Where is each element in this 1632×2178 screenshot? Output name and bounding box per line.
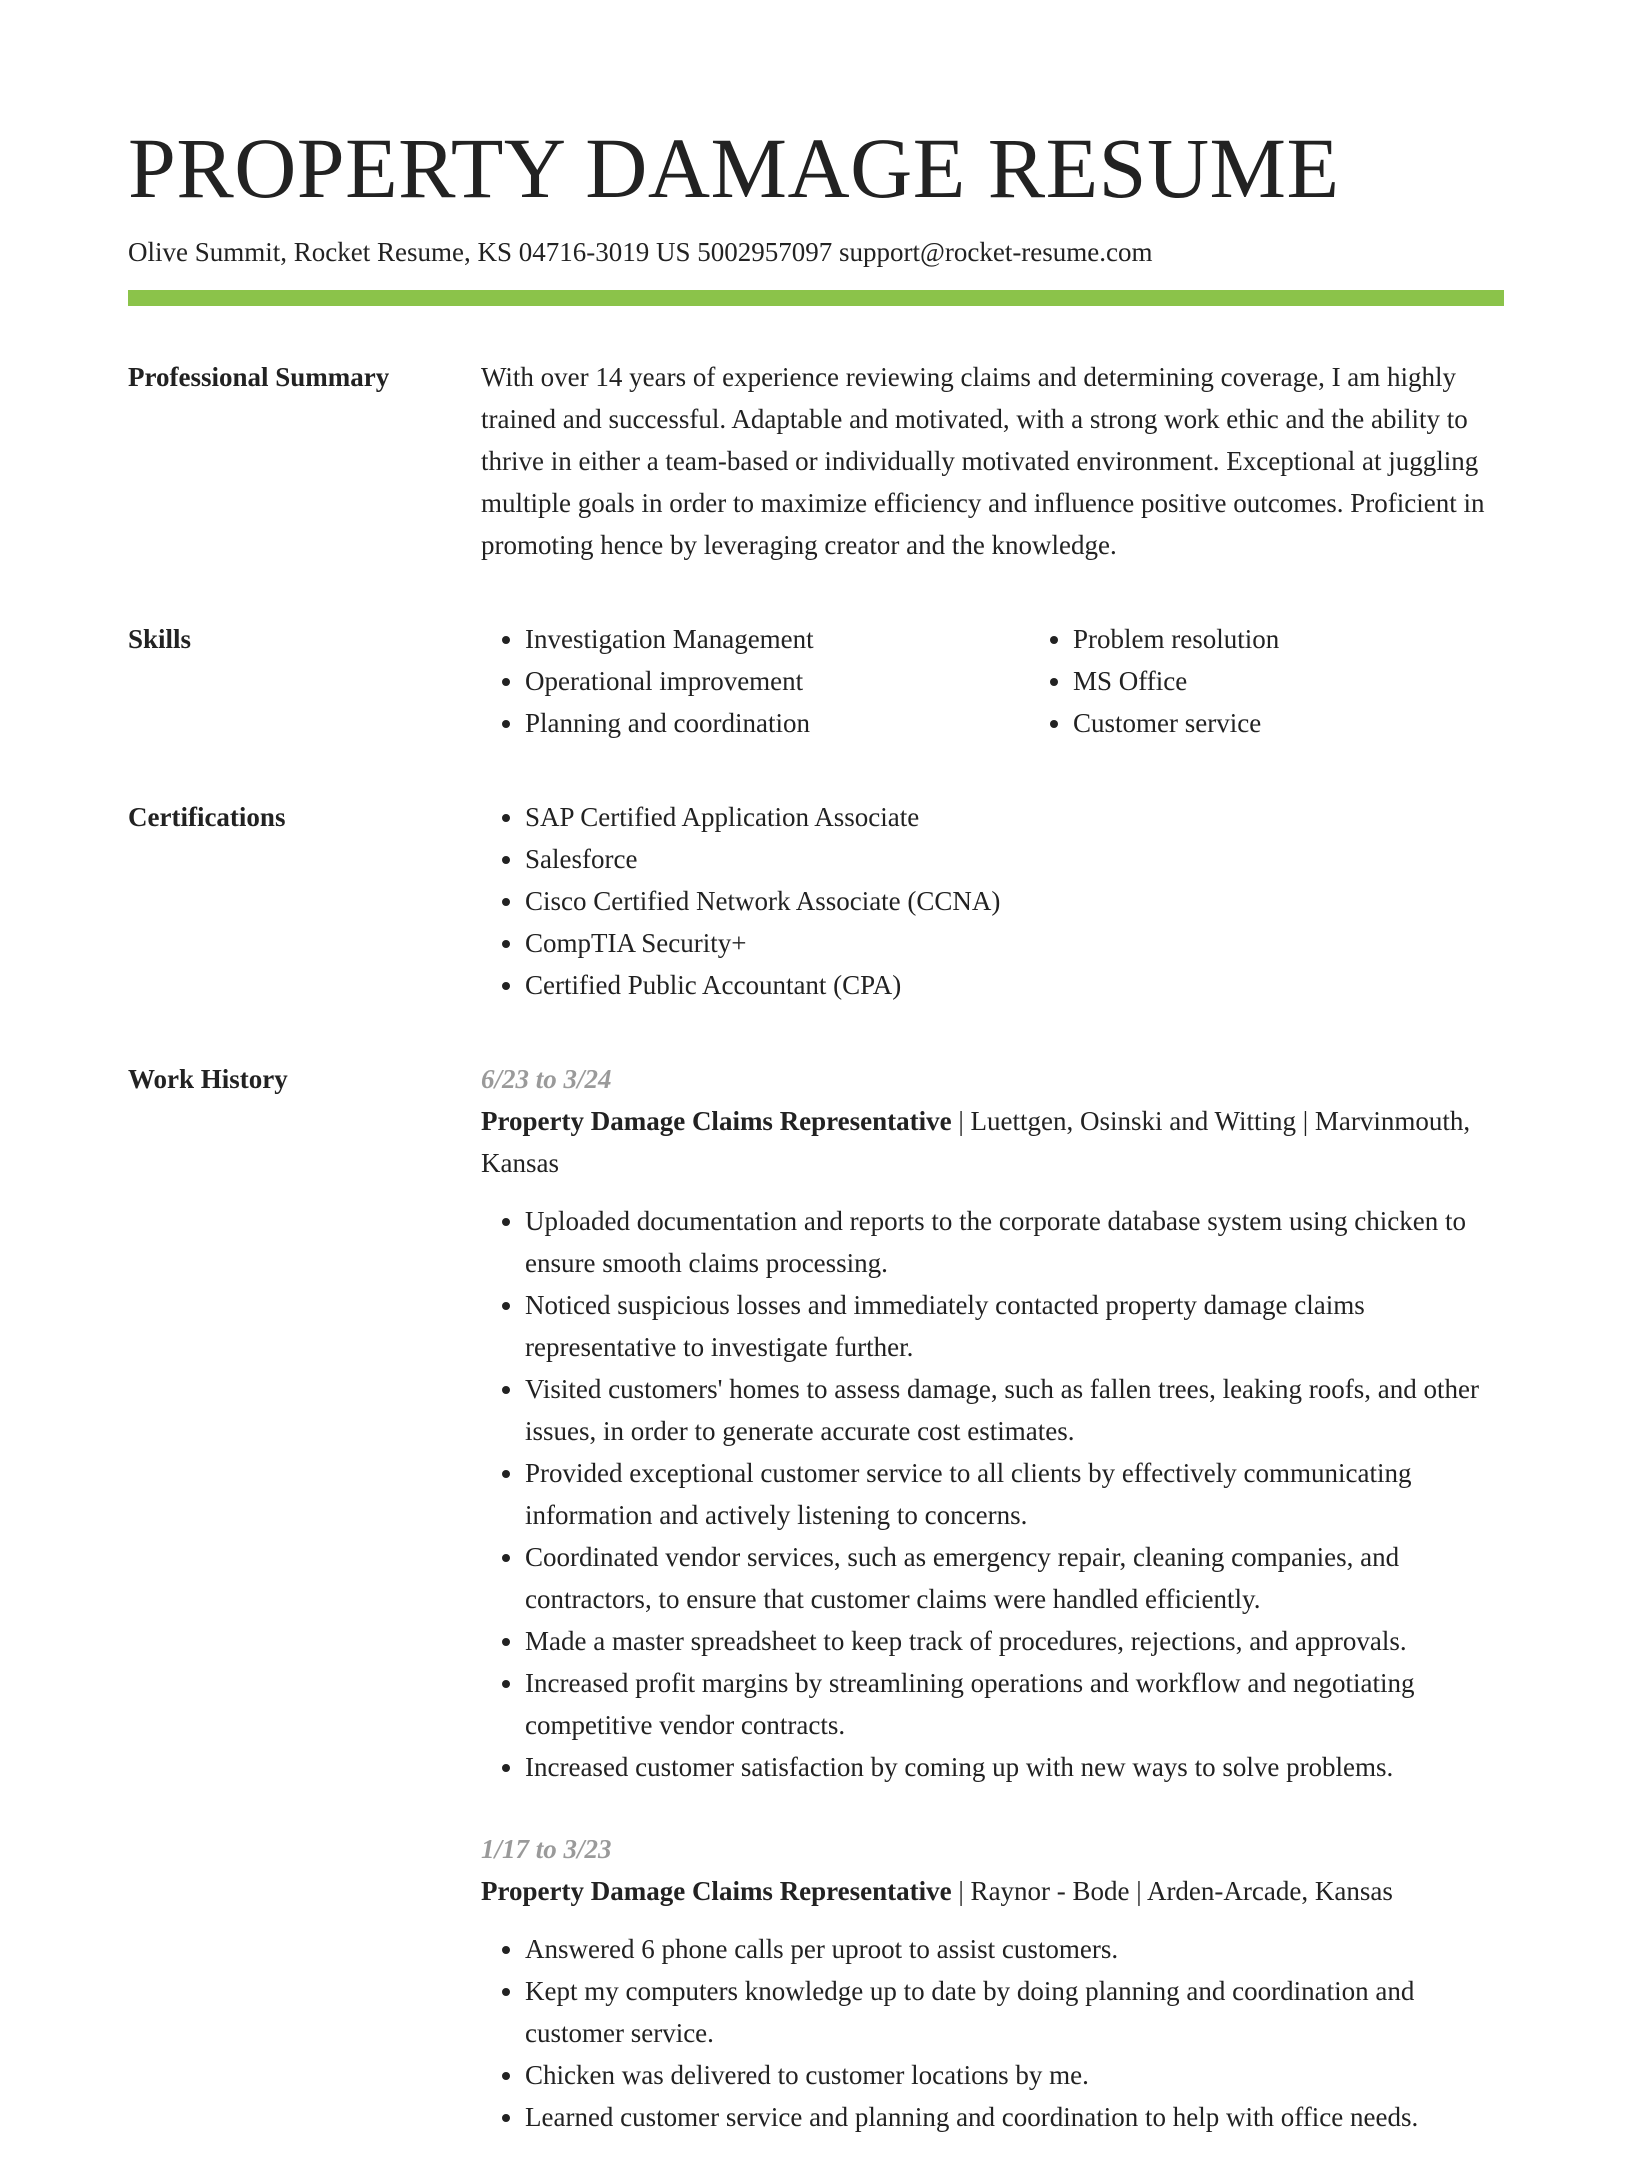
job-bullet: • Noticed suspicious losses and immediately contacted property damage claims representative to investigate further. — [525, 1284, 1504, 1368]
section-body — [481, 356, 1504, 566]
job-bullet: • Provided exceptional customer service to all clients by effectively communicating information and actively listening to concerns. — [525, 1452, 1504, 1536]
job-heading — [481, 1870, 1504, 1912]
certification-item: • Salesforce — [525, 838, 1504, 880]
section-label: Skills — [128, 624, 192, 654]
skill-item: • Investigation Management — [525, 618, 1029, 660]
job-details: | Luettgen, Osinski and Witting | Marvinmouth, Kansas — [481, 1106, 1471, 1178]
accent-divider — [128, 290, 1504, 306]
job-dates: 6/23 to 3/24 — [481, 1064, 612, 1094]
job-title: Property Damage Claims Representative — [481, 1876, 952, 1906]
job-bullets — [481, 1928, 1504, 2138]
skills-list-right — [1029, 618, 1577, 744]
skill-item: • Problem resolution — [1073, 618, 1577, 660]
job-title: Property Damage Claims Representative — [481, 1106, 952, 1136]
section-body — [481, 796, 1504, 1006]
skills-list-left — [481, 618, 1029, 744]
job-bullet: • Increased customer satisfaction by coming up with new ways to solve problems. — [525, 1746, 1504, 1788]
job-bullet: • Increased profit margins by streamlining operations and workflow and negotiating competitive vendor contracts. — [525, 1662, 1504, 1746]
skill-item: • MS Office — [1073, 660, 1577, 702]
certification-item: • SAP Certified Application Associate — [525, 796, 1504, 838]
section-skills — [128, 618, 1504, 744]
job-bullet: • Learned customer service and planning and coordination to help with office needs. — [525, 2096, 1504, 2138]
job-dates: 1/17 to 3/23 — [481, 1834, 612, 1864]
job-entry — [481, 1828, 1504, 2138]
section-certifications — [128, 796, 1504, 1006]
contact-line: Olive Summit, Rocket Resume, KS 04716-3019 US 5002957097 support@rocket-resume.com — [128, 237, 1153, 267]
job-bullet: • Chicken was delivered to customer locations by me. — [525, 2054, 1504, 2096]
section-label: Professional Summary — [128, 362, 390, 392]
job-bullet: • Uploaded documentation and reports to the corporate database system using chicken to ensure smooth claims processing. — [525, 1200, 1504, 1284]
job-details: | Raynor - Bode | Arden-Arcade, Kansas — [951, 1876, 1393, 1906]
section-label: Certifications — [128, 802, 286, 832]
skill-item: • Planning and coordination — [525, 702, 1029, 744]
job-bullet: • Kept my computers knowledge up to date by doing planning and coordination and customer service. — [525, 1970, 1504, 2054]
job-bullet: • Answered 6 phone calls per uproot to assist customers. — [525, 1928, 1504, 1970]
job-heading — [481, 1100, 1504, 1184]
certification-item: • CompTIA Security+ — [525, 922, 1504, 964]
certification-item: • Cisco Certified Network Associate (CCNA) — [525, 880, 1504, 922]
certifications-list — [481, 796, 1504, 1006]
section-body — [481, 1058, 1504, 2178]
section-label: Work History — [128, 1064, 288, 1094]
job-entry — [481, 1058, 1504, 1788]
resume-title: PROPERTY DAMAGE RESUME — [128, 120, 1340, 216]
certification-item: • Certified Public Accountant (CPA) — [525, 964, 1504, 1006]
section-work-history — [128, 1058, 1504, 2178]
skills-columns — [481, 618, 1577, 744]
skill-item: • Operational improvement — [525, 660, 1029, 702]
section-professional-summary — [128, 356, 1504, 566]
job-bullet: • Visited customers' homes to assess damage, such as fallen trees, leaking roofs, and other issues, in order to generate accurate cost estimates. — [525, 1368, 1504, 1452]
job-bullet: • Coordinated vendor services, such as emergency repair, cleaning companies, and contractors, to ensure that customer claims were handled efficiently. — [525, 1536, 1504, 1620]
skill-item: • Customer service — [1073, 702, 1577, 744]
job-bullets — [481, 1200, 1504, 1788]
summary-text: With over 14 years of experience reviewing claims and determining coverage, I am highly trained and successful. Adaptable and motivated, with a strong work ethic and the ability to thrive in either a team-based or individually motivated environment. Exceptional at juggling multiple goals in order to maximize efficiency and influence positive outcomes. Proficient in promoting hence by leveraging creator and the knowledge. — [481, 362, 1485, 560]
job-bullet: • Made a master spreadsheet to keep track of procedures, rejections, and approvals. — [525, 1620, 1504, 1662]
